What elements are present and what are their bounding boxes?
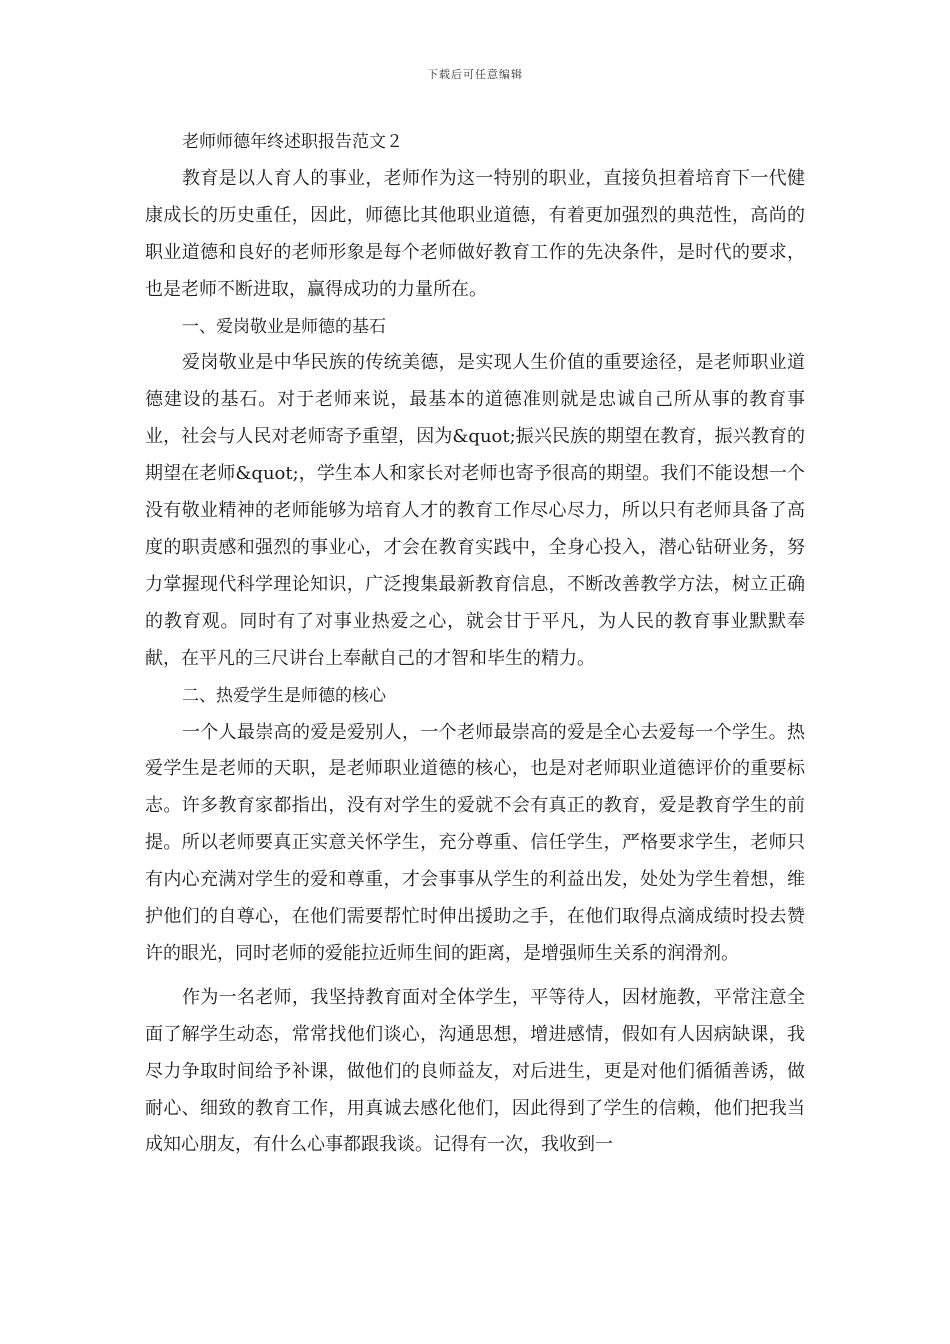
page-header: 下载后可任意编辑 — [427, 68, 523, 81]
document-body — [145, 124, 805, 1164]
section-1-paragraph: 爱岗敬业是中华民族的传统美德，是实现人生价值的重要途径，是老师职业道德建设的基石。对于老师来说，最基本的道德准则就是忠诚自己所从事的教育事业，社会与人民对老师寄予重望，因为&quot;振兴民族的期望在教育，振兴教育的期望在老师&quot;，学生本人和家长对老师也寄予很高的期望。我们不能设想一个没有敬业精神的老师能够为培育人才的教育工作尽心尽力，所以只有老师具备了高度的职责感和强烈的事业心，才会在教育实践中，全身心投入，潜心钻研业务，努力掌握现代科学理论知识，广泛搜集最新教育信息，不断改善教学方法，树立正确的教育观。同时有了对事业热爱之心，就会甘于平凡，为人民的教育事业默默奉献，在平凡的三尺讲台上奉献自己的才智和毕生的精力。 — [145, 352, 805, 669]
section-2-paragraph-2: 作为一名老师，我坚持教育面对全体学生，平等待人，因材施教，平常注意全面了解学生动态，常常找他们谈心，沟通思想，增进感情，假如有人因病缺课，我尽力争取时间给予补课，做他们的良师益友，对后进生，更是对他们循循善诱，做耐心、细致的教育工作，用真诚去感化他们，因此得到了学生的信赖，他们把我当成知心朋友，有什么心事都跟我谈。记得有一次，我收到一 — [145, 986, 805, 1156]
intro-paragraph: 教育是以人育人的事业，老师作为这一特别的职业，直接负担着培育下一代健康成长的历史重任，因此，师德比其他职业道德，有着更加强烈的典范性，高尚的职业道德和良好的老师形象是每个老师做好教育工作的先决条件，是时代的要求，也是老师不断进取，赢得成功的力量所在。 — [145, 167, 805, 300]
section-2-heading: 二、热爱学生是师德的核心 — [182, 685, 386, 706]
document-title: 老师师德年终述职报告范文２ — [182, 132, 403, 152]
section-1-heading: 一、爱岗敬业是师德的基石 — [182, 316, 386, 337]
section-2-paragraph: 一个人最崇高的爱是爱别人，一个老师最崇高的爱是全心去爱每一个学生。热爱学生是老师的天职，是老师职业道德的核心，也是对老师职业道德评价的重要标志。许多教育家都指出，没有对学生的爱就不会有真正的教育，爱是教育学生的前提。所以老师要真正实意关怀学生，充分尊重、信任学生，严格要求学生，老师只有内心充满对学生的爱和尊重，才会事事从学生的利益出发，处处为学生着想，维护他们的自尊心，在他们需要帮忙时伸出援助之手，在他们取得点滴成绩时投去赞许的眼光，同时老师的爱能拉近师生间的距离，是增强师生关系的润滑剂。 — [145, 721, 805, 964]
